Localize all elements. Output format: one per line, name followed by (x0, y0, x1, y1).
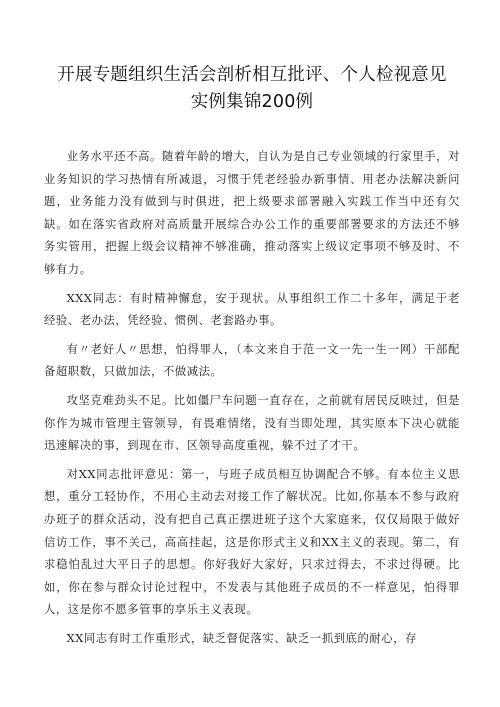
paragraph-4: 攻坚克难劲头不足。比如僵尸车问题一直存在，之前就有居民反映过，但是你作为城市管理主管领导，有畏难情绪，没有当即处理，其实原本下决心就能迅速解决的事，到现在市、区领导高度重视，躲不过了才干。 (44, 393, 460, 453)
paragraph-5: 对XX同志批评意见：第一，与班子成员相互协调配合不够。有本位主义思想，重分工轻协作，不用心主动去对接工作了解状况。比如,你基本不参与政府办班子的群众活动，没有把自己真正摆进班子这个大家庭来，仅仅局限于做好信访工作，事不关己，高高挂起，这是你形式主义和XX主义的表现。第二，有求稳怕乱过大平日子的思想。你好我好大家好，只求过得去，不求过得硬。比如，你在参与群众讨论过程中，不发表与其他班子成员的不一样意见，怕得罪人，这是你不愿多管事的享乐主义表现。 (44, 467, 460, 617)
paragraph-2: XXX同志：有时精神懈怠，安于现状。从事组织工作二十多年，满足于老经验、老办法，凭经验、惯例、老套路办事。 (44, 291, 460, 328)
title-line-2: 实例集锦200例 (190, 92, 314, 112)
document-body (44, 146, 460, 650)
title-line-1: 开展专题组织生活会剖析相互批评、个人检视意见 (57, 65, 447, 85)
paragraph-6: XX同志有时工作重形式，缺乏督促落实、缺乏一抓到底的耐心，存 (66, 631, 417, 645)
document-title (44, 62, 460, 116)
paragraph-1: 业务水平还不高。随着年龄的增大，自认为是自己专业领域的行家里手，对业务知识的学习热情有所减退，习惯于凭老经验办新事情、用老办法解决新问题，业务能力没有做到与时俱进，把上级要求部署融入实践工作当中还有欠缺。如在落实省政府对高质量开展综合办公工作的重要部署要求的方法还不够务实管用，把握上级会议精神不够准确，推动落实上级议定事项不够及时、不够有力。 (44, 150, 460, 276)
paragraph-3: 有〃老好人〃思想，怕得罪人，（本文来自于范一文一先一生一网）干部配备超职数，只做加法，不做减法。 (44, 342, 460, 379)
